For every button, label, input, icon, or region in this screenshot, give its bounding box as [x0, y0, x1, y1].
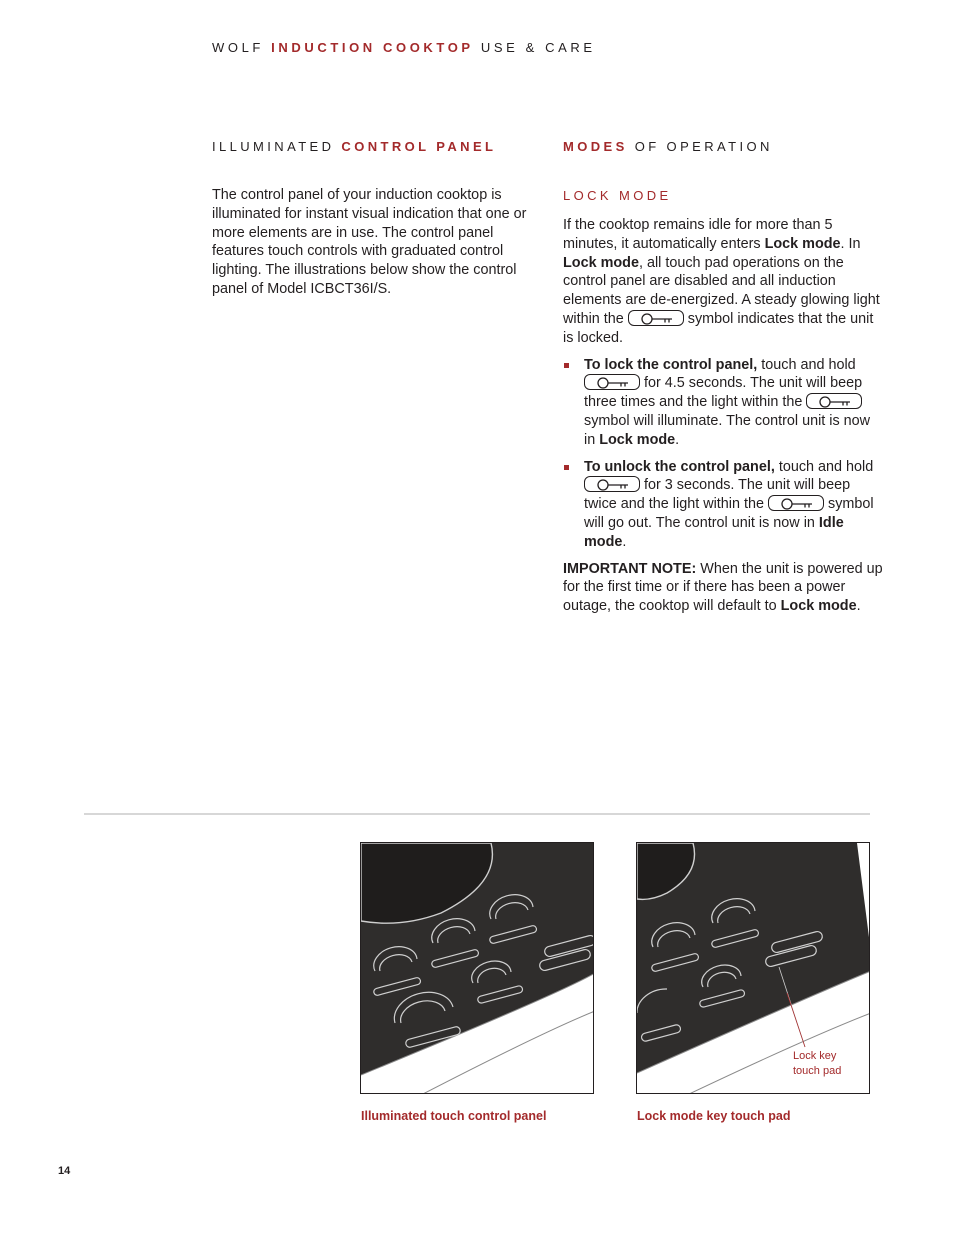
- section-divider: [84, 813, 870, 815]
- lock-mode-subheading: LOCK MODE: [563, 188, 672, 203]
- right-figure-caption: Lock mode key touch pad: [637, 1109, 791, 1123]
- heading-red: MODES: [563, 139, 628, 154]
- cooktop-illustration-left: [361, 843, 594, 1094]
- product-name: INDUCTION COOKTOP: [271, 40, 474, 55]
- lock-mode-body: [563, 216, 885, 624]
- lock-instruction: To lock the control panel, touch and hold for 4.5 seconds. The unit will beep three times and the light within the symbol will illuminate. The control unit is now in Lock mode.: [563, 356, 885, 450]
- key-icon: [768, 495, 824, 511]
- lock-mode-intro: If the cooktop remains idle for more than 5 minutes, it automatically enters Lock mode. In Lock mode, all touch pad operations on the control panel are disabled and all induction elements are de-energized. A steady glowing light within the symbol indicates that the unit is locked.: [563, 217, 880, 346]
- key-icon: [584, 374, 640, 390]
- running-head: [212, 40, 596, 55]
- heading-red: CONTROL PANEL: [341, 139, 497, 154]
- heading-plain: ILLUMINATED: [212, 139, 335, 154]
- unlock-instruction: To unlock the control panel, touch and hold for 3 seconds. The unit will beep twice and the light within the symbol will go out. The control unit is now in Idle mode.: [563, 458, 885, 552]
- page-number: 14: [58, 1165, 71, 1177]
- bullet-square: [564, 363, 569, 368]
- important-note: IMPORTANT NOTE: When the unit is powered up for the first time or if there has been a power outage, the cooktop will default to Lock mode.: [563, 560, 883, 615]
- header-suffix: USE & CARE: [480, 40, 596, 55]
- callout-line: Lock key: [793, 1050, 837, 1062]
- heading-plain: OF OPERATION: [634, 139, 773, 154]
- key-icon: [628, 310, 684, 326]
- callout-line: touch pad: [793, 1065, 842, 1077]
- key-icon: [584, 476, 640, 492]
- control-panel-body: The control panel of your induction cooktop is illuminated for instant visual indication that one or more elements are in use. The control panel features touch controls with graduated control lighting. The illustrations below show the control panel of Model ICBCT36I/S.: [212, 187, 527, 297]
- bullet-square: [564, 465, 569, 470]
- key-icon: [806, 393, 862, 409]
- lock-key-callout: [793, 1049, 841, 1079]
- left-figure-caption: Illuminated touch control panel: [361, 1109, 547, 1123]
- modes-heading: [563, 139, 773, 154]
- brand-name: WOLF: [212, 40, 264, 55]
- illuminated-panel-figure: [360, 842, 594, 1094]
- control-panel-heading: [212, 139, 496, 154]
- lock-key-figure: [636, 842, 870, 1094]
